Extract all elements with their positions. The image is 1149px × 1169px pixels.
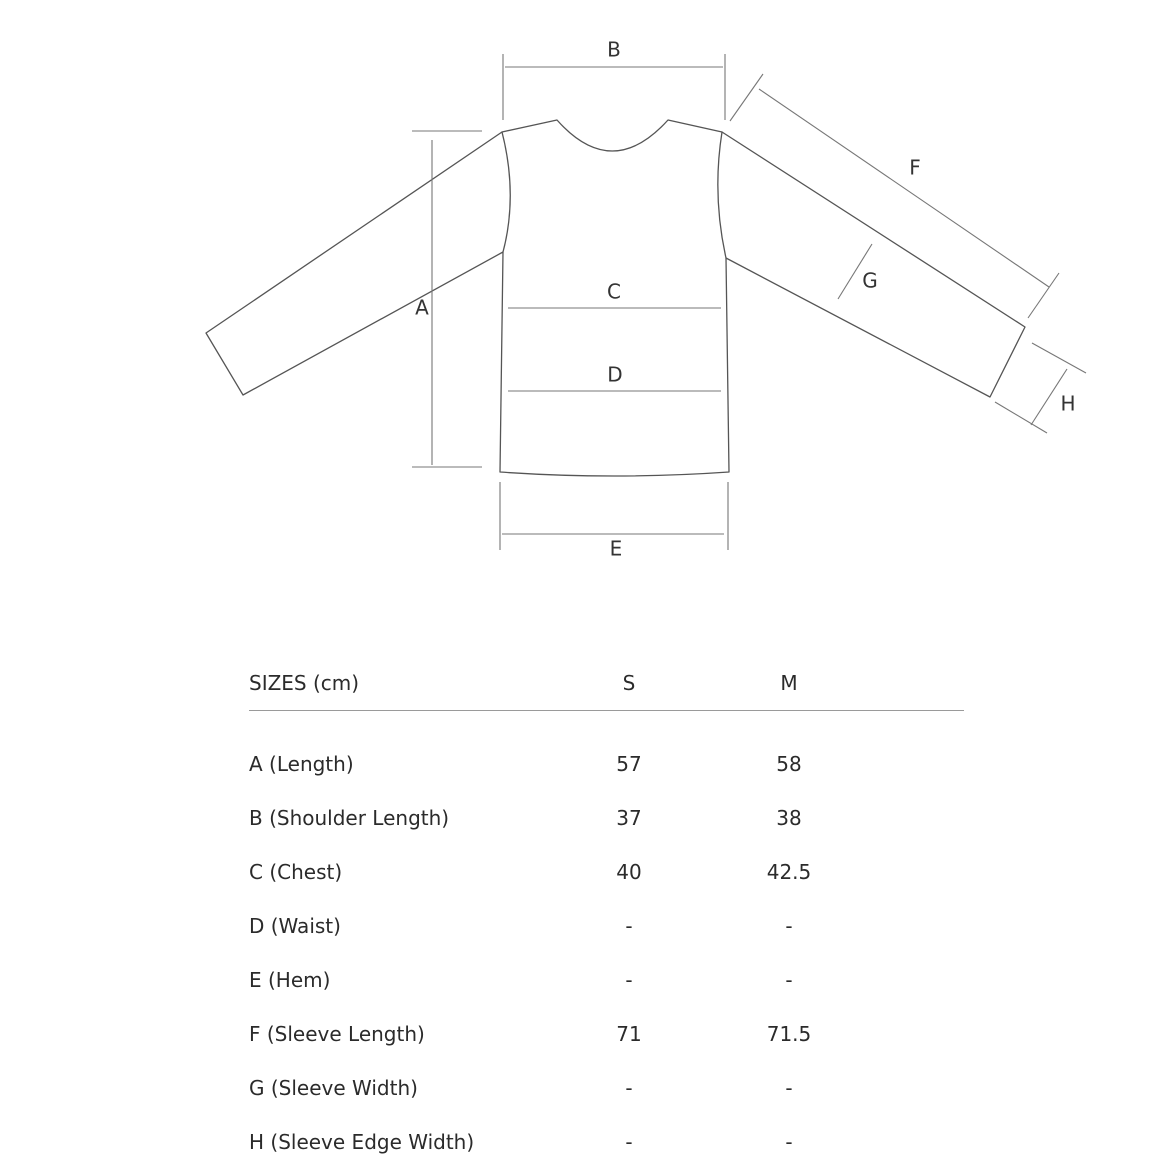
table-header	[249, 660, 964, 706]
row-label: D (Waist)	[249, 914, 341, 938]
row-label: H (Sleeve Edge Width)	[249, 1130, 475, 1154]
row-label: G (Sleeve Width)	[249, 1076, 418, 1100]
table-row	[249, 737, 964, 791]
row-value-m: 58	[776, 752, 802, 776]
row-label: A (Length)	[249, 752, 354, 776]
dim-g-label: G	[862, 268, 878, 293]
right-armhole-seam	[718, 132, 726, 258]
header-divider	[249, 710, 964, 711]
row-value-s: -	[625, 914, 633, 938]
row-value-m: -	[785, 1130, 793, 1154]
row-value-s: 57	[616, 752, 642, 776]
row-value-s: -	[625, 1076, 633, 1100]
dim-d-label: D	[607, 362, 623, 387]
dim-h-label: H	[1060, 391, 1076, 416]
row-value-m: 42.5	[766, 860, 812, 884]
row-value-m: -	[785, 914, 793, 938]
row-label: F (Sleeve Length)	[249, 1022, 425, 1046]
table-row	[249, 845, 964, 899]
header-size-m: M	[780, 671, 798, 695]
row-value-m: -	[785, 968, 793, 992]
row-value-m: 38	[776, 806, 802, 830]
row-value-s: -	[625, 968, 633, 992]
row-label: B (Shoulder Length)	[249, 806, 450, 830]
table-row	[249, 953, 964, 1007]
dim-f-line	[759, 89, 1049, 287]
dim-h-bottom-tick	[995, 402, 1047, 433]
dim-h-top-tick	[1032, 343, 1086, 373]
row-value-m: -	[785, 1076, 793, 1100]
dim-f-top-tick	[730, 74, 763, 121]
row-label: E (Hem)	[249, 968, 331, 992]
dim-b-label: B	[607, 37, 621, 62]
dim-c-label: C	[607, 279, 621, 304]
header-size-s: S	[622, 671, 636, 695]
row-label: C (Chest)	[249, 860, 343, 884]
dim-a-label: A	[415, 295, 429, 320]
row-value-s: -	[625, 1130, 633, 1154]
row-value-m: 71.5	[766, 1022, 812, 1046]
size-table	[249, 660, 964, 1169]
header-sizes-label: SIZES (cm)	[249, 671, 360, 695]
left-armhole-seam	[502, 132, 510, 252]
table-row	[249, 899, 964, 953]
table-row	[249, 1061, 964, 1115]
dim-e-label: E	[609, 536, 623, 561]
row-value-s: 40	[616, 860, 642, 884]
table-row	[249, 791, 964, 845]
row-value-s: 37	[616, 806, 642, 830]
table-row	[249, 1115, 964, 1169]
row-value-s: 71	[616, 1022, 642, 1046]
dim-f-bottom-tick	[1028, 273, 1059, 318]
dim-f-label: F	[909, 155, 921, 180]
table-row	[249, 1007, 964, 1061]
